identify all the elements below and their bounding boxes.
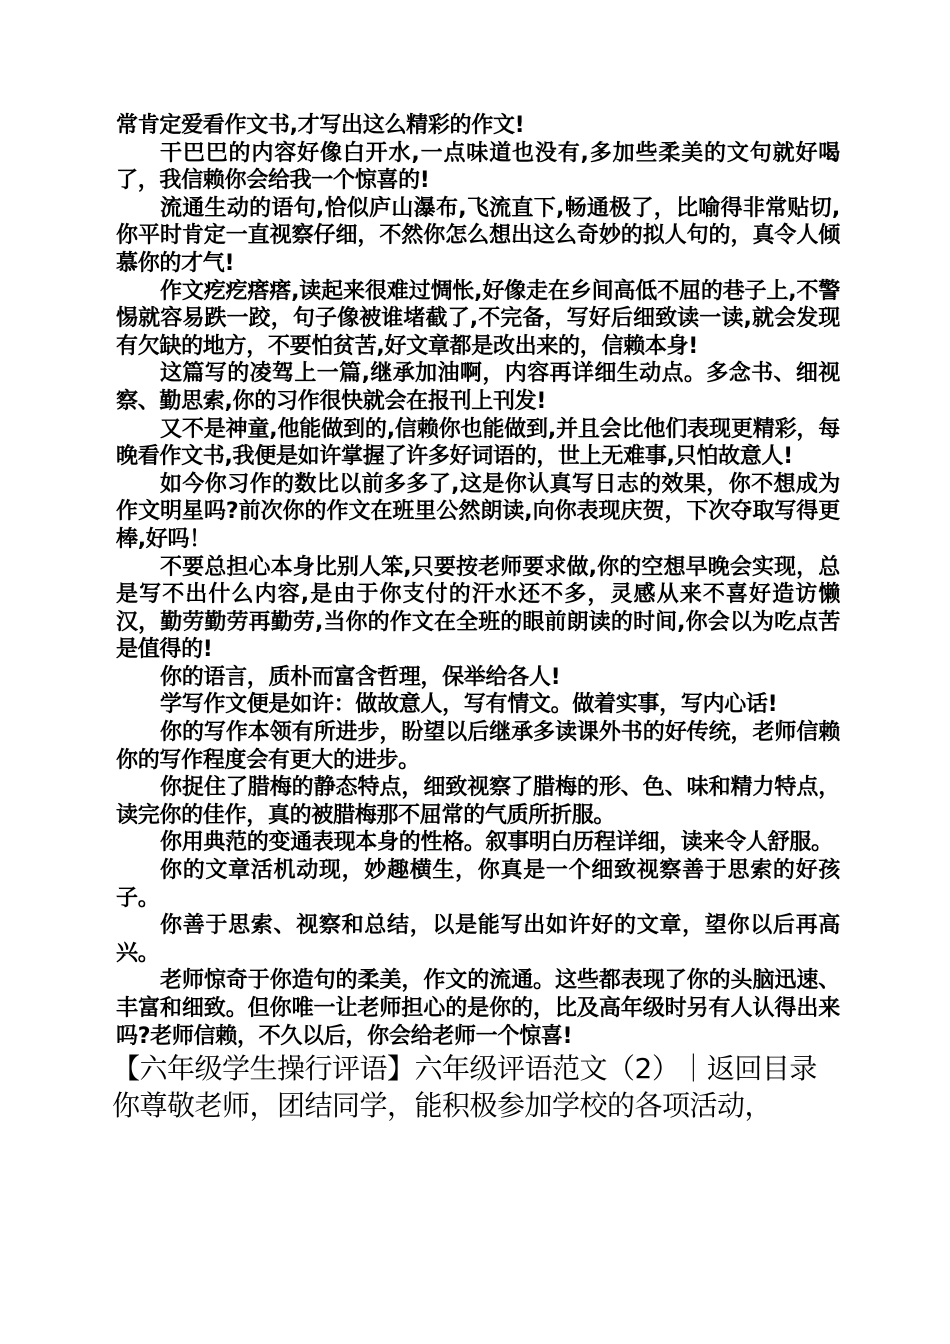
paragraph: 老师惊奇于你造句的柔美，作文的流通。这些都表现了你的头脑迅速、丰富和细致。但你唯一让老师担心的是你的，比及高年级时另有人认得出来吗?老师信赖，不久以后，你会给老师一个惊喜! [116, 968, 840, 1049]
paragraph: 你用典范的变通表现本身的性格。叙事明白历程详细，读来令人舒服。 [160, 830, 833, 856]
paragraph: 你善于思索、视察和总结，以是能写出如许好的文章，望你以后再高兴。 [116, 913, 840, 966]
paragraph: 干巴巴的内容好像白开水,一点味道也没有,多加些柔美的文句就好喝了，我信赖你会给我一个惊喜的! [116, 140, 840, 194]
paragraph: 学写作文便是如许：做故意人，写有情文。做着实事，写内心话! [160, 692, 778, 718]
paragraph: 你的语言，质朴而富含哲理，保举给各人! [160, 664, 561, 690]
paragraph: 你捉住了腊梅的静态特点，细致视察了腊梅的形、色、味和精力特点，读完你的佳作，真的被腊梅那不屈常的气质所折服。 [116, 775, 840, 828]
paragraph: 不要总担心本身比别人笨,只要按老师要求做,你的空想早晚会实现，总是写不出什么内容,是由于你支付的汗水还不多，灵感从来不喜好造访懒汉，勤劳勤劳再勤劳,当你的作文在全班的眼前朗读的时间,你会以为吃点苦是值得的! [116, 554, 840, 663]
document-page [112, 112, 840, 1124]
paragraph: 又不是神童,他能做到的,信赖你也能做到,并且会比他们表现更精彩，每晚看作文书,我便是如许掌握了许多好词语的，世上无难事,只怕故意人! [116, 416, 840, 470]
section-heading-return-link[interactable]: 【六年级学生操行评语】六年级评语范文（2）｜返回目录你尊敬老师，团结同学，能积极参加学校的各项活动， [112, 1052, 817, 1123]
paragraph: 流通生动的语句,恰似庐山瀑布,飞流直下,畅通极了，比喻得非常贴切,你平时肯定一直视察仔细，不然你怎么想出这么奇妙的拟人句的，真令人倾慕你的才气! [116, 195, 840, 276]
paragraph: 你的写作本领有所进步，盼望以后继承多读课外书的好传统，老师信赖你的写作程度会有更大的进步。 [116, 720, 840, 773]
paragraph: 你的文章活机动现，妙趣横生，你真是一个细致视察善于思索的好孩子。 [116, 858, 840, 911]
paragraph: 作文疙疙瘩瘩,读起来很难过惆怅,好像走在乡间高低不屈的巷子上,不警惕就容易跌一跤，句子像被谁堵截了,不完备，写好后细致读一读,就会发现有欠缺的地方，不要怕贫苦,好文章都是改出来的，信赖本身! [116, 278, 840, 359]
paragraph: 如今你习作的数比以前多多了,这是你认真写日志的效果，你不想成为作文明星吗?前次你的作文在班里公然朗读,向你表现庆贺，下次夺取写得更棒,好吗！ [116, 471, 840, 552]
paragraph: 常肯定爱看作文书,才写出这么精彩的作文! [116, 113, 525, 138]
paragraph: 这篇写的凌驾上一篇,继承加油啊，内容再详细生动点。多念书、细视察、勤思索,你的习作很快就会在报刊上刊发! [116, 361, 840, 414]
